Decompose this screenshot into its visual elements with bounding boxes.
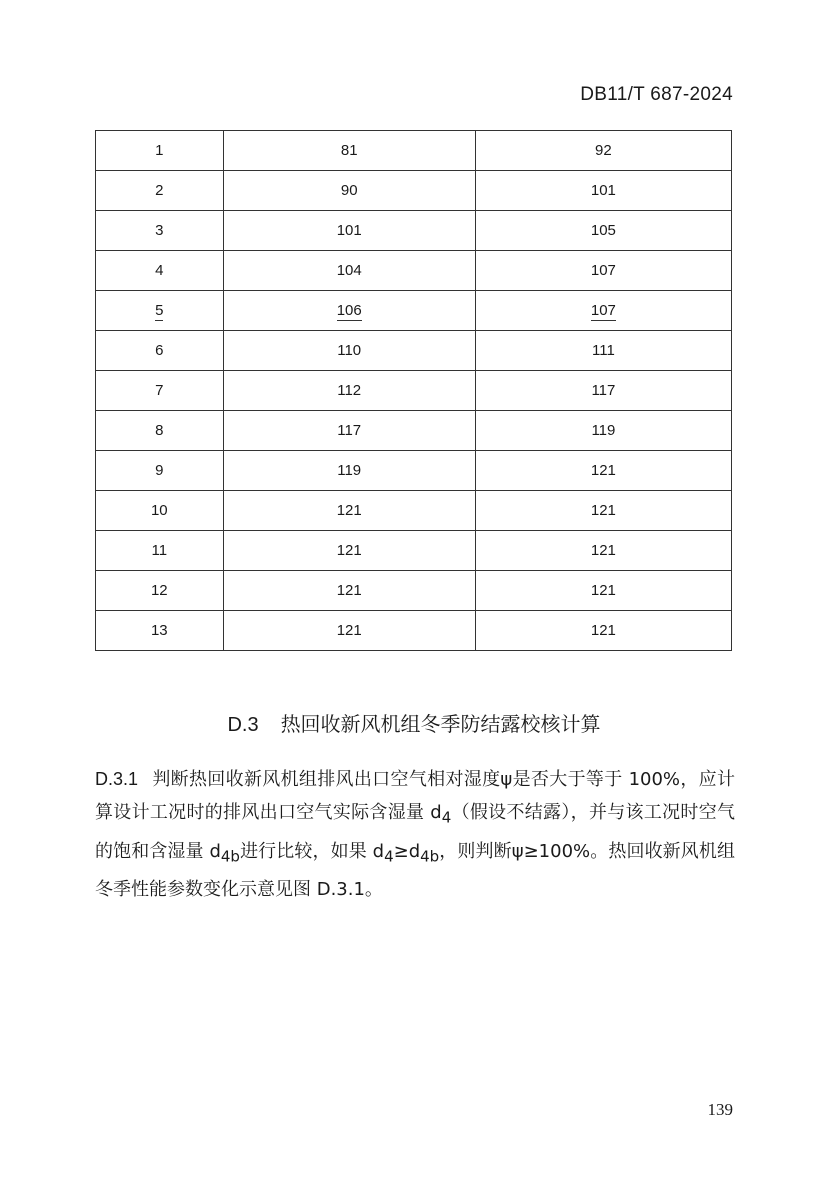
table-cell: 101: [475, 171, 731, 211]
table-cell: 101: [223, 211, 475, 251]
subscript: 4b: [420, 847, 440, 866]
document-code: DB11/T 687-2024: [580, 84, 733, 105]
table-row: [96, 131, 732, 171]
subscript: 4b: [220, 847, 240, 866]
table-cell: 121: [223, 491, 475, 531]
table-cell: 92: [475, 131, 731, 171]
table-row: [96, 251, 732, 291]
table-cell: 121: [475, 571, 731, 611]
underlined-value: 106: [336, 302, 362, 319]
table-cell: 1: [96, 131, 224, 171]
table-cell: 13: [96, 611, 224, 651]
table-cell: 121: [223, 611, 475, 651]
clause-text: 进行比较，如果 d: [239, 840, 385, 862]
table-cell: 121: [475, 611, 731, 651]
table-cell: [96, 291, 224, 331]
table-cell: 10: [96, 491, 224, 531]
table-cell: 2: [96, 171, 224, 211]
table-cell: 9: [96, 451, 224, 491]
subscript: 4: [384, 847, 394, 866]
table-cell: 4: [96, 251, 224, 291]
table-row: [96, 371, 732, 411]
table-cell: 121: [475, 491, 731, 531]
table-row: [96, 291, 732, 331]
table-cell: 107: [475, 251, 731, 291]
table-row: [96, 171, 732, 211]
table-cell: 81: [223, 131, 475, 171]
table-cell: [475, 291, 731, 331]
table-cell: 121: [223, 531, 475, 571]
table-cell: 6: [96, 331, 224, 371]
table-row: [96, 411, 732, 451]
clause-text: 判断热回收新风机组排风出口空气相对湿度ψ是否大于等于 100%，应计算设计工况时的排风出口空气实际含湿量 d: [95, 769, 735, 823]
table-cell: 105: [475, 211, 731, 251]
table-row: [96, 451, 732, 491]
table-cell: 3: [96, 211, 224, 251]
table-cell: 90: [223, 171, 475, 211]
table-cell: 12: [96, 571, 224, 611]
table-cell: 110: [223, 331, 475, 371]
clause-paragraph: [95, 763, 735, 906]
table-cell: 112: [223, 371, 475, 411]
table-cell: 8: [96, 411, 224, 451]
table-cell: [223, 291, 475, 331]
table-row: [96, 611, 732, 651]
clause-number: D.3.1: [95, 769, 139, 789]
table-cell: 7: [96, 371, 224, 411]
clause-text: ，则判断ψ≥100%。热回收新风机组冬季性能参数变化示意见图 D.3.1。: [95, 840, 735, 901]
section-heading: [0, 708, 828, 737]
section-title: 热回收新风机组冬季防结露校核计算: [280, 712, 601, 736]
table-cell: 117: [475, 371, 731, 411]
subscript: 4: [441, 808, 452, 827]
table-cell: 121: [223, 571, 475, 611]
table-row: [96, 571, 732, 611]
table-row: [96, 211, 732, 251]
table-cell: 111: [475, 331, 731, 371]
table-cell: 119: [475, 411, 731, 451]
table-cell: 119: [223, 451, 475, 491]
table-row: [96, 531, 732, 571]
underlined-value: 5: [155, 302, 164, 319]
underlined-value: 107: [590, 302, 616, 319]
table-cell: 11: [96, 531, 224, 571]
table-cell: 117: [223, 411, 475, 451]
table-row: [96, 331, 732, 371]
clause-text: （假设不结露），并与该工况时空气的饱和含湿量 d: [95, 802, 736, 862]
table-cell: 121: [475, 531, 731, 571]
data-table: [95, 130, 732, 651]
section-number: D.3: [227, 714, 259, 736]
table-cell: 121: [475, 451, 731, 491]
table-cell: 104: [223, 251, 475, 291]
table-row: [96, 491, 732, 531]
clause-text: ≥d: [393, 840, 421, 862]
page-number: 139: [707, 1100, 733, 1119]
